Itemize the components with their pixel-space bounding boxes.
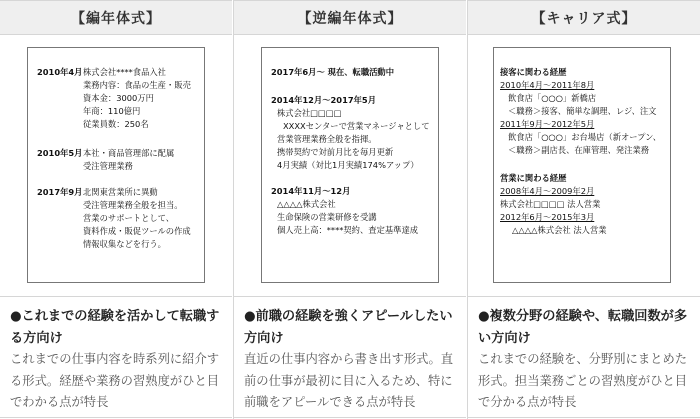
- entry-date: 2010年4月～2011年8月: [500, 80, 595, 90]
- column-header: 【編年体式】: [0, 0, 232, 35]
- entry-line: 生命保険の営業研修を受講: [277, 212, 377, 222]
- entry-date: 2010年5月: [37, 148, 83, 158]
- entry-line: 受注管理業務: [83, 161, 133, 171]
- entry-date: 2014年12月～2017年5月: [271, 95, 376, 105]
- entry-date: 2017年6月～ 現在、転職活動中: [271, 67, 395, 77]
- entry-line: 携帯契約で対前月比を毎月更新: [277, 147, 394, 157]
- entry-line: 業務内容：食品の生産・販売: [83, 80, 191, 90]
- resume-sample-card: [493, 47, 671, 283]
- entry-line: ＜職務＞接客、簡単な調理、レジ、注文: [508, 106, 657, 116]
- entry-date: 2017年9月: [37, 187, 83, 197]
- target-audience-heading: ●これまでの経験を活かして転職する方向け: [10, 309, 220, 346]
- target-audience-heading: ●複数分野の経験や、転職回数が多い方向け: [478, 309, 688, 346]
- entry-line: 営業管理業務全般を指揮。: [277, 134, 377, 144]
- entry-line: 営業のサポートとして、: [83, 213, 175, 223]
- entry-date: 2012年6月～2015年3月: [500, 212, 595, 222]
- entry-line: XXXXセンターで営業マネージャとして: [283, 121, 430, 131]
- entry-line: △△△△株式会社 法人営業: [512, 225, 607, 235]
- entry-line: 株式会社****食品入社: [83, 67, 166, 77]
- entry-line: 情報収集などを行う。: [83, 239, 166, 249]
- column-header: 【キャリア式】: [468, 0, 700, 35]
- entry-line: 年商：110億円: [83, 106, 141, 116]
- divider: [234, 417, 466, 418]
- format-description: これまでの経験を、分野別にまとめた形式。担当業務ごとの習熟度がひと目で分かる点が特長: [478, 352, 688, 409]
- divider: [468, 296, 700, 297]
- entry-line: ＜職務＞副店長、在庫管理、発注業務: [508, 145, 650, 155]
- column-header: 【逆編年体式】: [234, 0, 466, 35]
- section-title: 営業に関わる経歴: [500, 173, 567, 183]
- entry-line: 受注管理業務全般を担当。: [83, 200, 183, 210]
- career-section: [500, 66, 661, 157]
- format-description: これまでの仕事内容を時系列に紹介する形式。経歴や業務の習熟度がひと目でわかる点が特長: [10, 352, 220, 409]
- history-entry: [271, 94, 430, 172]
- entry-line: 個人売上高：****契約、査定基準達成: [277, 225, 419, 235]
- entry-line: △△△△株式会社: [277, 199, 336, 209]
- entry-line: 4月実績（対比1月実績174%アップ）: [277, 160, 419, 170]
- entry-line: 北関東営業所に異動: [83, 187, 158, 197]
- column-career: [468, 0, 700, 419]
- entry-line: 従業員数：250名: [83, 119, 149, 129]
- resume-sample-card: [27, 47, 205, 283]
- resume-sample-card: [261, 47, 439, 283]
- divider: [0, 296, 232, 297]
- column-reverse-chronological: [234, 0, 466, 419]
- entry-date: 2008年4月～2009年2月: [500, 186, 595, 196]
- format-description: 直近の仕事内容から書き出す形式。直前の仕事が最初に目に入るため、特に前職をアピールできる点が特長: [244, 352, 454, 409]
- entry-date: 2014年11月～12月: [271, 186, 351, 196]
- entry-line: 資本金：3000万円: [83, 93, 154, 103]
- target-audience-heading: ●前職の経験を強くアピールしたい方向け: [244, 309, 453, 346]
- career-section: [500, 172, 607, 237]
- divider: [0, 417, 232, 418]
- history-entry: [271, 185, 418, 237]
- entry-date: 2011年9月～2012年5月: [500, 119, 595, 129]
- section-title: 接客に関わる経歴: [500, 67, 567, 77]
- entry-line: 飲食店「○○○」お台場店（新オープン、: [508, 132, 662, 142]
- entry-line: 飲食店「○○○」新橋店: [508, 93, 597, 103]
- divider: [468, 417, 700, 418]
- entry-date: 2010年4月: [37, 67, 83, 77]
- entry-line: 株式会社□□□□ 法人営業: [500, 199, 601, 209]
- divider: [234, 296, 466, 297]
- entry-line: 資料作成・販促ツールの作成: [83, 226, 191, 236]
- column-chronological: [0, 0, 232, 419]
- entry-line: 株式会社□□□□: [277, 108, 342, 118]
- entry-line: 本社・商品管理部に配属: [83, 148, 175, 158]
